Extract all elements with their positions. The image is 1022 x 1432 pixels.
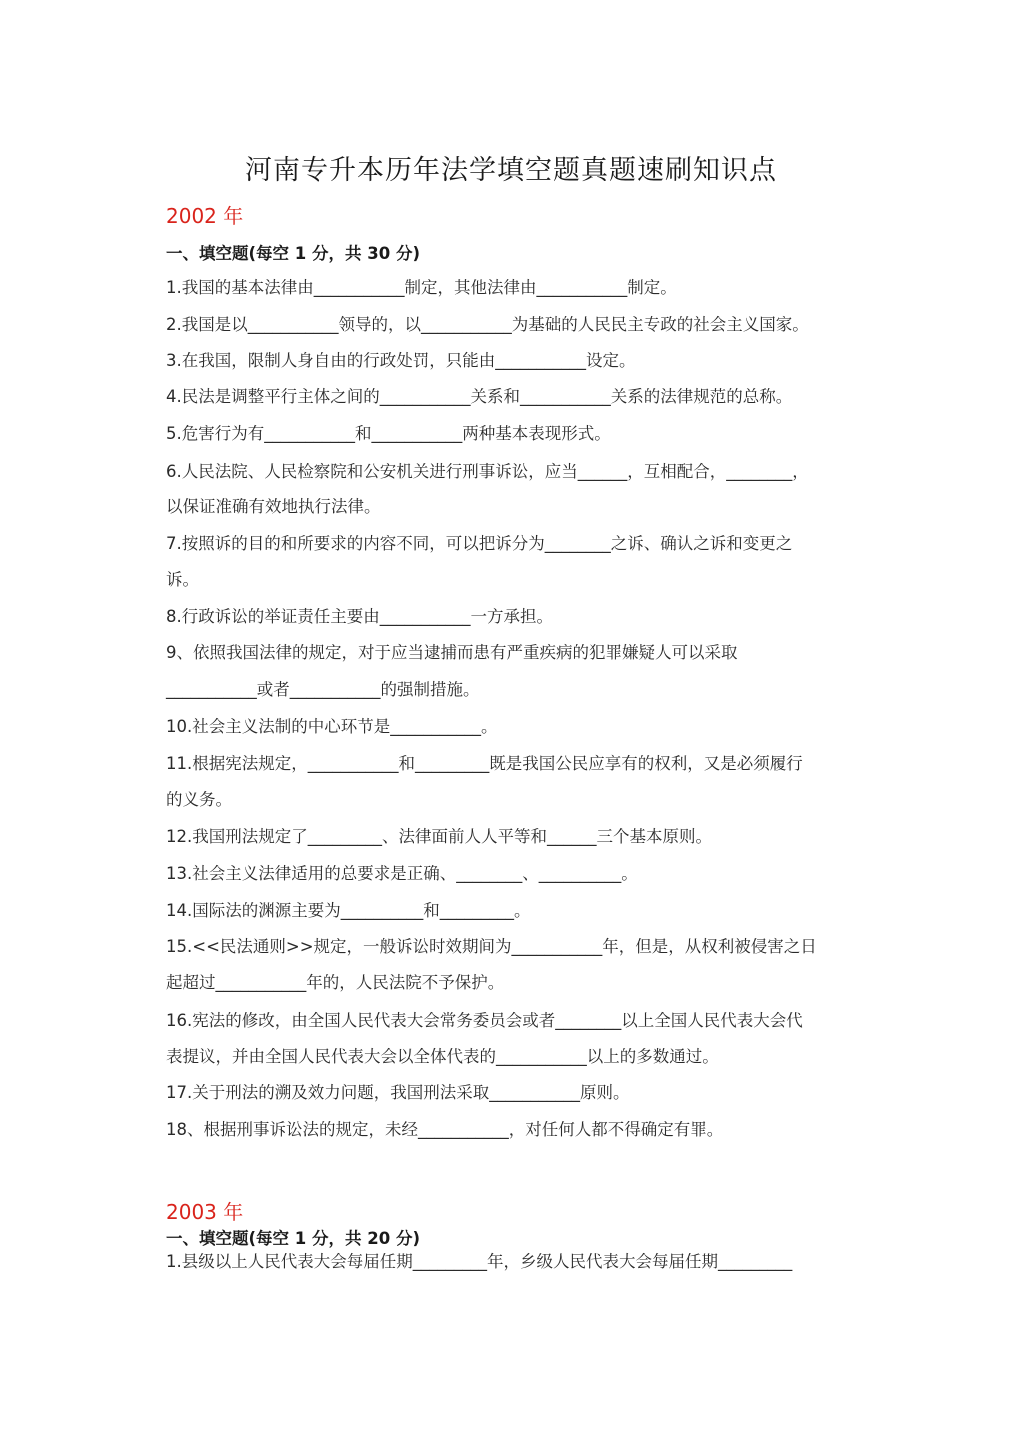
section-heading-2003: 一、填空题(每空 1 分，共 20 分)	[166, 1229, 421, 1248]
question-line: 14.国际法的渊源主要为__________和_________。	[166, 901, 531, 920]
question-line: 2.我国是以___________领导的，以___________为基础的人民民主专政的社会主义国家。	[166, 315, 809, 334]
question-line: 诉。	[166, 570, 199, 589]
question-line: 的义务。	[166, 790, 232, 809]
question-line: 11.根据宪法规定，___________和_________既是我国公民应享有的权利，又是必须履行	[166, 754, 803, 773]
question-line: 17.关于刑法的溯及效力问题，我国刑法采取___________原则。	[166, 1083, 630, 1102]
question-line: 3.在我国，限制人身自由的行政处罚，只能由___________设定。	[166, 351, 636, 370]
question-line: 13.社会主义法律适用的总要求是正确、________、__________。	[166, 864, 638, 883]
question-line: 12.我国刑法规定了_________、法律面前人人平等和______三个基本原则。	[166, 827, 712, 846]
year-heading-2002: 2002 年	[166, 204, 244, 228]
year-heading-2003: 2003 年	[166, 1200, 244, 1224]
question-line: 9、依照我国法律的规定，对于应当逮捕而患有严重疾病的犯罪嫌疑人可以采取	[166, 643, 738, 662]
question-line: 7.按照诉的目的和所要求的内容不同，可以把诉分为________之诉、确认之诉和变更之	[166, 534, 793, 553]
question-line: 8.行政诉讼的举证责任主要由___________一方承担。	[166, 607, 553, 626]
section-heading-2002: 一、填空题(每空 1 分，共 30 分)	[166, 244, 421, 263]
question-line: 以保证准确有效地执行法律。	[166, 497, 381, 516]
document-title: 河南专升本历年法学填空题真题速刷知识点	[245, 155, 777, 186]
question-line: 1.我国的基本法律由___________制定，其他法律由___________制定。	[166, 278, 677, 297]
question-line: 起超过___________年的，人民法院不予保护。	[166, 973, 505, 992]
question-line: 4.民法是调整平行主体之间的___________关系和___________关系的法律规范的总称。	[166, 387, 793, 406]
question-line: 16.宪法的修改，由全国人民代表大会常务委员会或者________以上全国人民代表大会代	[166, 1011, 803, 1030]
question-line: 10.社会主义法制的中心环节是___________。	[166, 717, 498, 736]
question-line: 18、根据刑事诉讼法的规定，未经___________，对任何人都不得确定有罪。	[166, 1120, 724, 1139]
question-line: 1.县级以上人民代表大会每届任期_________年，乡级人民代表大会每届任期_________	[166, 1252, 793, 1271]
question-line: 6.人民法院、人民检察院和公安机关进行刑事诉讼，应当______，互相配合，________，	[166, 462, 809, 481]
question-line: ___________或者___________的强制措施。	[166, 680, 480, 699]
question-line: 15.<<民法通则>>规定，一般诉讼时效期间为___________年，但是，从权利被侵害之日	[166, 937, 817, 956]
question-line: 表提议，并由全国人民代表大会以全体代表的___________以上的多数通过。	[166, 1047, 719, 1066]
question-line: 5.危害行为有___________和___________两种基本表现形式。	[166, 424, 611, 443]
